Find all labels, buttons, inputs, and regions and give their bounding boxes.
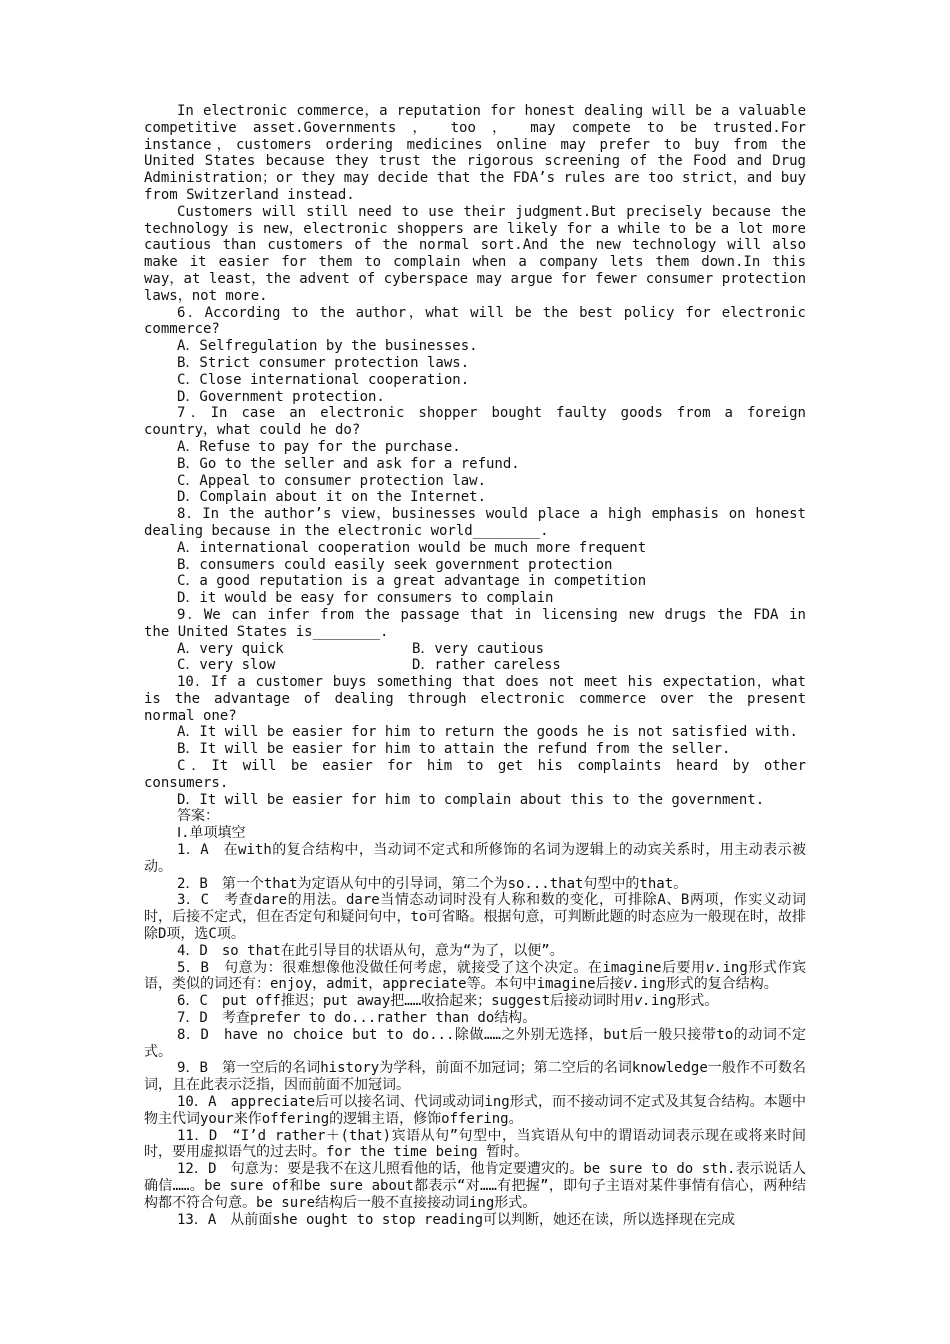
answer-text: 5．B 句意为：很难想像他没做任何考虑，就接受了这个决定。在imagine后要用	[177, 959, 706, 976]
question-option: A．It will be easier for him to return the goods he is not satisfied with.	[177, 724, 798, 741]
answer-italic-v: v.	[623, 976, 641, 993]
answer-text: 6．C put off推迟；put away把……收拾起来；suggest后接动词时用	[177, 993, 635, 1010]
answers-heading: 答案：	[177, 808, 219, 825]
question-option: D．It will be easier for him to complain about this to the government.	[177, 791, 765, 808]
answer-item	[144, 960, 806, 994]
answer-item: 13．A 从前面she ought to stop reading可以判断，她还在读，所以选择现在完成	[177, 1211, 736, 1228]
answer-item: 9．B 第一空后的名词history为学科，前面不加冠词；第二空后的名词knowledge一般作不可数名词，且在此表示泛指，因而前面不加冠词。	[144, 1060, 806, 1094]
question-option: C．Appeal to consumer protection law.	[177, 472, 487, 489]
answer-item: 2．B 第一个that为定语从句中的引导词，第二个为so...that句型中的that。	[177, 875, 688, 892]
question-option: B．Strict consumer protection laws.	[177, 354, 470, 371]
option-row	[144, 657, 806, 674]
answer-item	[144, 993, 806, 1010]
question-stem: 8．In the author’s view，businesses would place a high emphasis on honest dealing because in the electronic world________.	[144, 506, 806, 539]
question-option: B．very cautious	[412, 640, 545, 657]
answer-item: 1．A 在with的复合结构中，当动词不定式和所修饰的名词为逻辑上的动宾关系时，用主动表示被动。	[144, 842, 806, 875]
answer-item: 12．D 句意为：要是我不在这儿照看他的话，他肯定要遭灾的。be sure to do sth.表示说话人确信……。be sure of和be sure about都表示“对……有把握”，即句子主语对某件事情有信心，两种结构都不符合句意。be sure结构后一般不直接接动词ing形式。	[144, 1161, 806, 1211]
answer-item: 10．A appreciate后可以接名词、代词或动词ing形式，而不接动词不定式及其复合结构。本题中物主代词your来作offering的逻辑主语，修饰offering。	[144, 1094, 806, 1127]
answer-text: ing形式作宾语，类似的词还有：enjoy，admit，appreciate等。本句中imagine后接	[144, 959, 806, 993]
question-stem: 10．If a customer buys something that does not meet his expectation，what is the advantage of dealing through electronic commerce over the present normal one?	[144, 674, 806, 724]
answer-italic-v: v.	[705, 959, 723, 976]
answer-item: 11．D “I’d rather＋(that)宾语从句”句型中，当宾语从句中的谓语动词表示现在或将来时间时，要用虚拟语气的过去时。for the time being 暂时。	[144, 1127, 806, 1161]
question-option: B．consumers could easily seek government protection	[177, 556, 613, 573]
option-row	[144, 641, 806, 658]
question-stem: 7．In case an electronic shopper bought faulty goods from a foreign country，what could he do?	[144, 405, 806, 439]
answer-item: 4．D so that在此引导目的状语从句，意为“为了，以便”。	[177, 942, 564, 959]
question-option: A．international cooperation would be much more frequent	[177, 539, 647, 556]
question-option: D．rather careless	[412, 657, 561, 674]
answer-text: ing形式的复合结构。	[640, 976, 778, 993]
question-option: C．Close international cooperation.	[177, 371, 470, 388]
question-option: A．very quick	[177, 640, 284, 657]
answer-italic-v: v.	[634, 993, 652, 1010]
question-option: C．a good reputation is a great advantage in competition	[177, 573, 647, 590]
question-option: A．Refuse to pay for the purchase.	[177, 438, 461, 455]
question-stem: 9．We can infer from the passage that in licensing new drugs the FDA in the United States is________.	[144, 606, 806, 640]
question-option: B．Go to the seller and ask for a refund.	[177, 455, 520, 472]
passage-paragraph: Customers will still need to use their judgment.But precisely because the technology is new，electronic shoppers are likely for a while to be a lot more cautious than customers of the normal sort.And the new technology will also make it easier for them to complain when a company lets them down.In this way，at least，the advent of cyberspace may argue for fewer consumer protection laws，not more.	[144, 203, 806, 304]
question-option: C．It will be easier for him to get his complaints heard by other consumers.	[144, 758, 806, 791]
passage-paragraph: In electronic commerce，a reputation for honest dealing will be a valuable competitive asset.Governments ， too ， may compete to be trusted.For instance，customers ordering medicines online may prefer to buy from the United States because they trust the rigorous screening of the Food and Drug Administration；or they may decide that the FDA’s rules are too strict，and buy from Switzerland instead.	[144, 103, 806, 203]
question-option: D．it would be easy for consumers to complain	[177, 590, 554, 607]
answer-item: 8．D have no choice but to do...除做……之外别无选择，but后一般只接带to的动词不定式。	[144, 1026, 806, 1060]
answer-text: ing形式。	[651, 993, 719, 1010]
question-stem: 6．According to the author，what will be the best policy for electronic commerce?	[144, 304, 806, 338]
question-option: D．Government protection.	[177, 388, 385, 405]
question-option: C．very slow	[177, 657, 276, 674]
section-heading: Ⅰ.单项填空	[177, 825, 246, 842]
answer-item: 3．C 考查dare的用法。dare当情态动词时没有人称和数的变化，可排除A、B两项，作实义动词时，后接不定式，但在否定句和疑问句中，to可省略。根据句意，可判断此题的时态应为一般现在时，故排除D项，选C项。	[144, 892, 806, 943]
question-option: D．Complain about it on the Internet.	[177, 489, 487, 506]
question-option: A．Selfregulation by the businesses.	[177, 338, 478, 355]
question-option: B．It will be easier for him to attain the refund from the seller.	[177, 741, 731, 758]
answer-item: 7．D 考查prefer to do...rather than do结构。	[177, 1010, 537, 1027]
